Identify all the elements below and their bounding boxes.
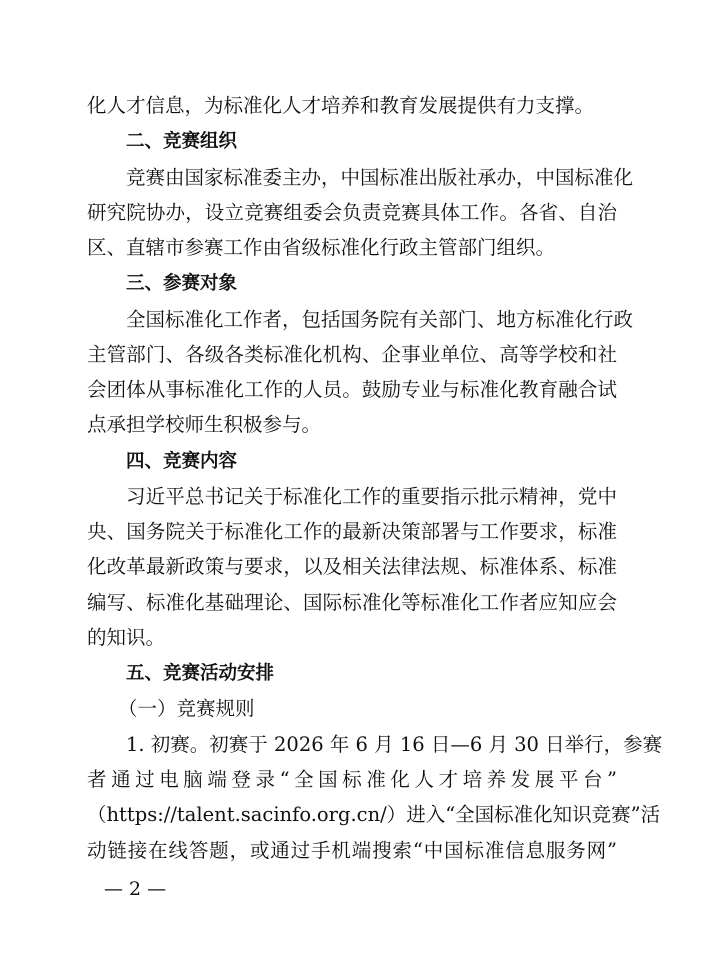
paragraph-line: 点承担学校师生积极参与。 [87,413,322,436]
paragraph-line: 化人才信息，为标准化人才培养和教育发展提供有力支撑。 [87,94,595,117]
paragraph-line: 全国标准化工作者，包括国务院有关部门、地方标准化行政 [126,308,634,331]
paragraph-line: 化改革最新政策与要求，以及相关法律法规、标准体系、标准 [87,555,617,578]
paragraph-line: 习近平总书记关于标准化工作的重要指示批示精神，党中 [126,485,617,508]
paragraph-line: 编写、标准化基础理论、国际标准化等标准化工作者应知应会 [87,591,617,614]
paragraph-line: 动链接在线答题，或通过手机端搜索“中国标准信息服务网” [87,839,617,862]
page-number: — 2 — [104,878,167,900]
section-heading-content: 四、竞赛内容 [126,451,238,472]
subsection-heading-rules: （一）竞赛规则 [118,697,255,720]
section-heading-organization: 二、竞赛组织 [126,131,238,152]
paragraph-line: （https://talent.sacinfo.org.cn/）进入“全国标准化知识竞赛”活 [87,803,661,826]
paragraph-line: 央、国务院关于标准化工作的最新决策部署与工作要求，标准 [87,520,617,543]
paragraph-line: 的知识。 [87,626,166,649]
paragraph-line: 者通过电脑端登录“全国标准化人才培养发展平台” [87,768,617,791]
paragraph-line: 主管部门、各级各类标准化机构、企事业单位、高等学校和社 [87,343,617,366]
paragraph-line: 区、直辖市参赛工作由省级标准化行政主管部门组织。 [87,236,556,259]
paragraph-line: 竞赛由国家标准委主办，中国标准出版社承办，中国标准化 [126,166,634,189]
section-heading-participants: 三、参赛对象 [126,273,238,294]
paragraph-line: 1. 初赛。初赛于 2026 年 6 月 16 日—6 月 30 日举行，参赛 [126,733,663,756]
paragraph-line: 会团体从事标准化工作的人员。鼓励专业与标准化教育融合试 [87,378,617,401]
section-heading-schedule: 五、竞赛活动安排 [126,663,275,684]
paragraph-line: 研究院协办，设立竞赛组委会负责竞赛具体工作。各省、自治 [87,201,617,224]
